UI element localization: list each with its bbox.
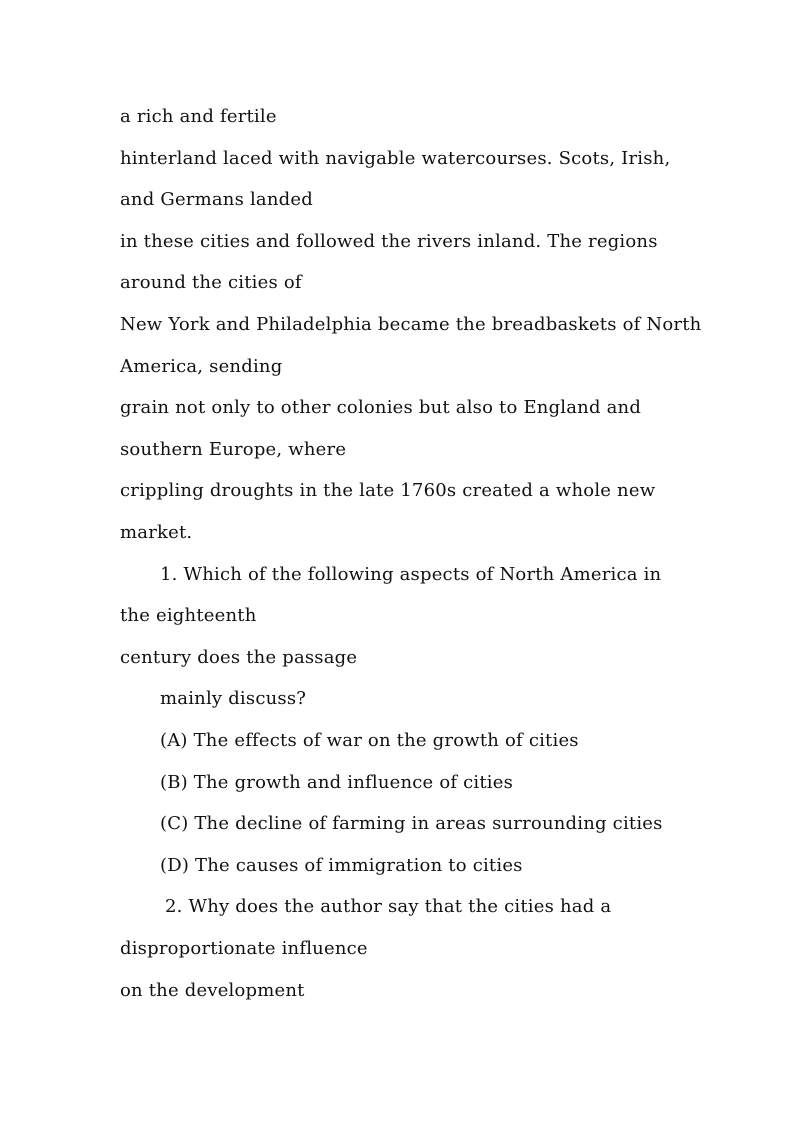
question-1-option-c: (C) The decline of farming in areas surrounding cities xyxy=(160,813,663,834)
passage-line: market. xyxy=(120,522,193,543)
passage-line: in these cities and followed the rivers inland. The regions xyxy=(120,231,658,252)
question-1-stem: 1. Which of the following aspects of North America in xyxy=(160,564,662,585)
passage-line: a rich and fertile xyxy=(120,106,277,127)
question-2-stem: 2. Why does the author say that the cities had a xyxy=(165,896,612,917)
passage-line: New York and Philadelphia became the breadbaskets of North xyxy=(120,314,702,335)
question-1-stem: the eighteenth xyxy=(120,605,257,626)
question-1-stem: century does the passage xyxy=(120,647,358,668)
passage-line: hinterland laced with navigable watercourses. Scots, Irish, xyxy=(120,148,671,169)
passage-line: around the cities of xyxy=(120,272,302,293)
passage-line: crippling droughts in the late 1760s created a whole new xyxy=(120,480,656,501)
passage-line: southern Europe, where xyxy=(120,439,347,460)
question-1-option-a: (A) The effects of war on the growth of cities xyxy=(160,730,579,751)
question-2-stem: on the development xyxy=(120,980,305,1001)
passage-line: America, sending xyxy=(120,356,283,377)
question-2-stem: disproportionate influence xyxy=(120,938,368,959)
question-1-option-d: (D) The causes of immigration to cities xyxy=(160,855,523,876)
question-1-stem: mainly discuss? xyxy=(160,688,307,709)
passage-line: and Germans landed xyxy=(120,189,313,210)
question-1-option-b: (B) The growth and influence of cities xyxy=(160,772,514,793)
passage-line: grain not only to other colonies but also to England and xyxy=(120,397,642,418)
